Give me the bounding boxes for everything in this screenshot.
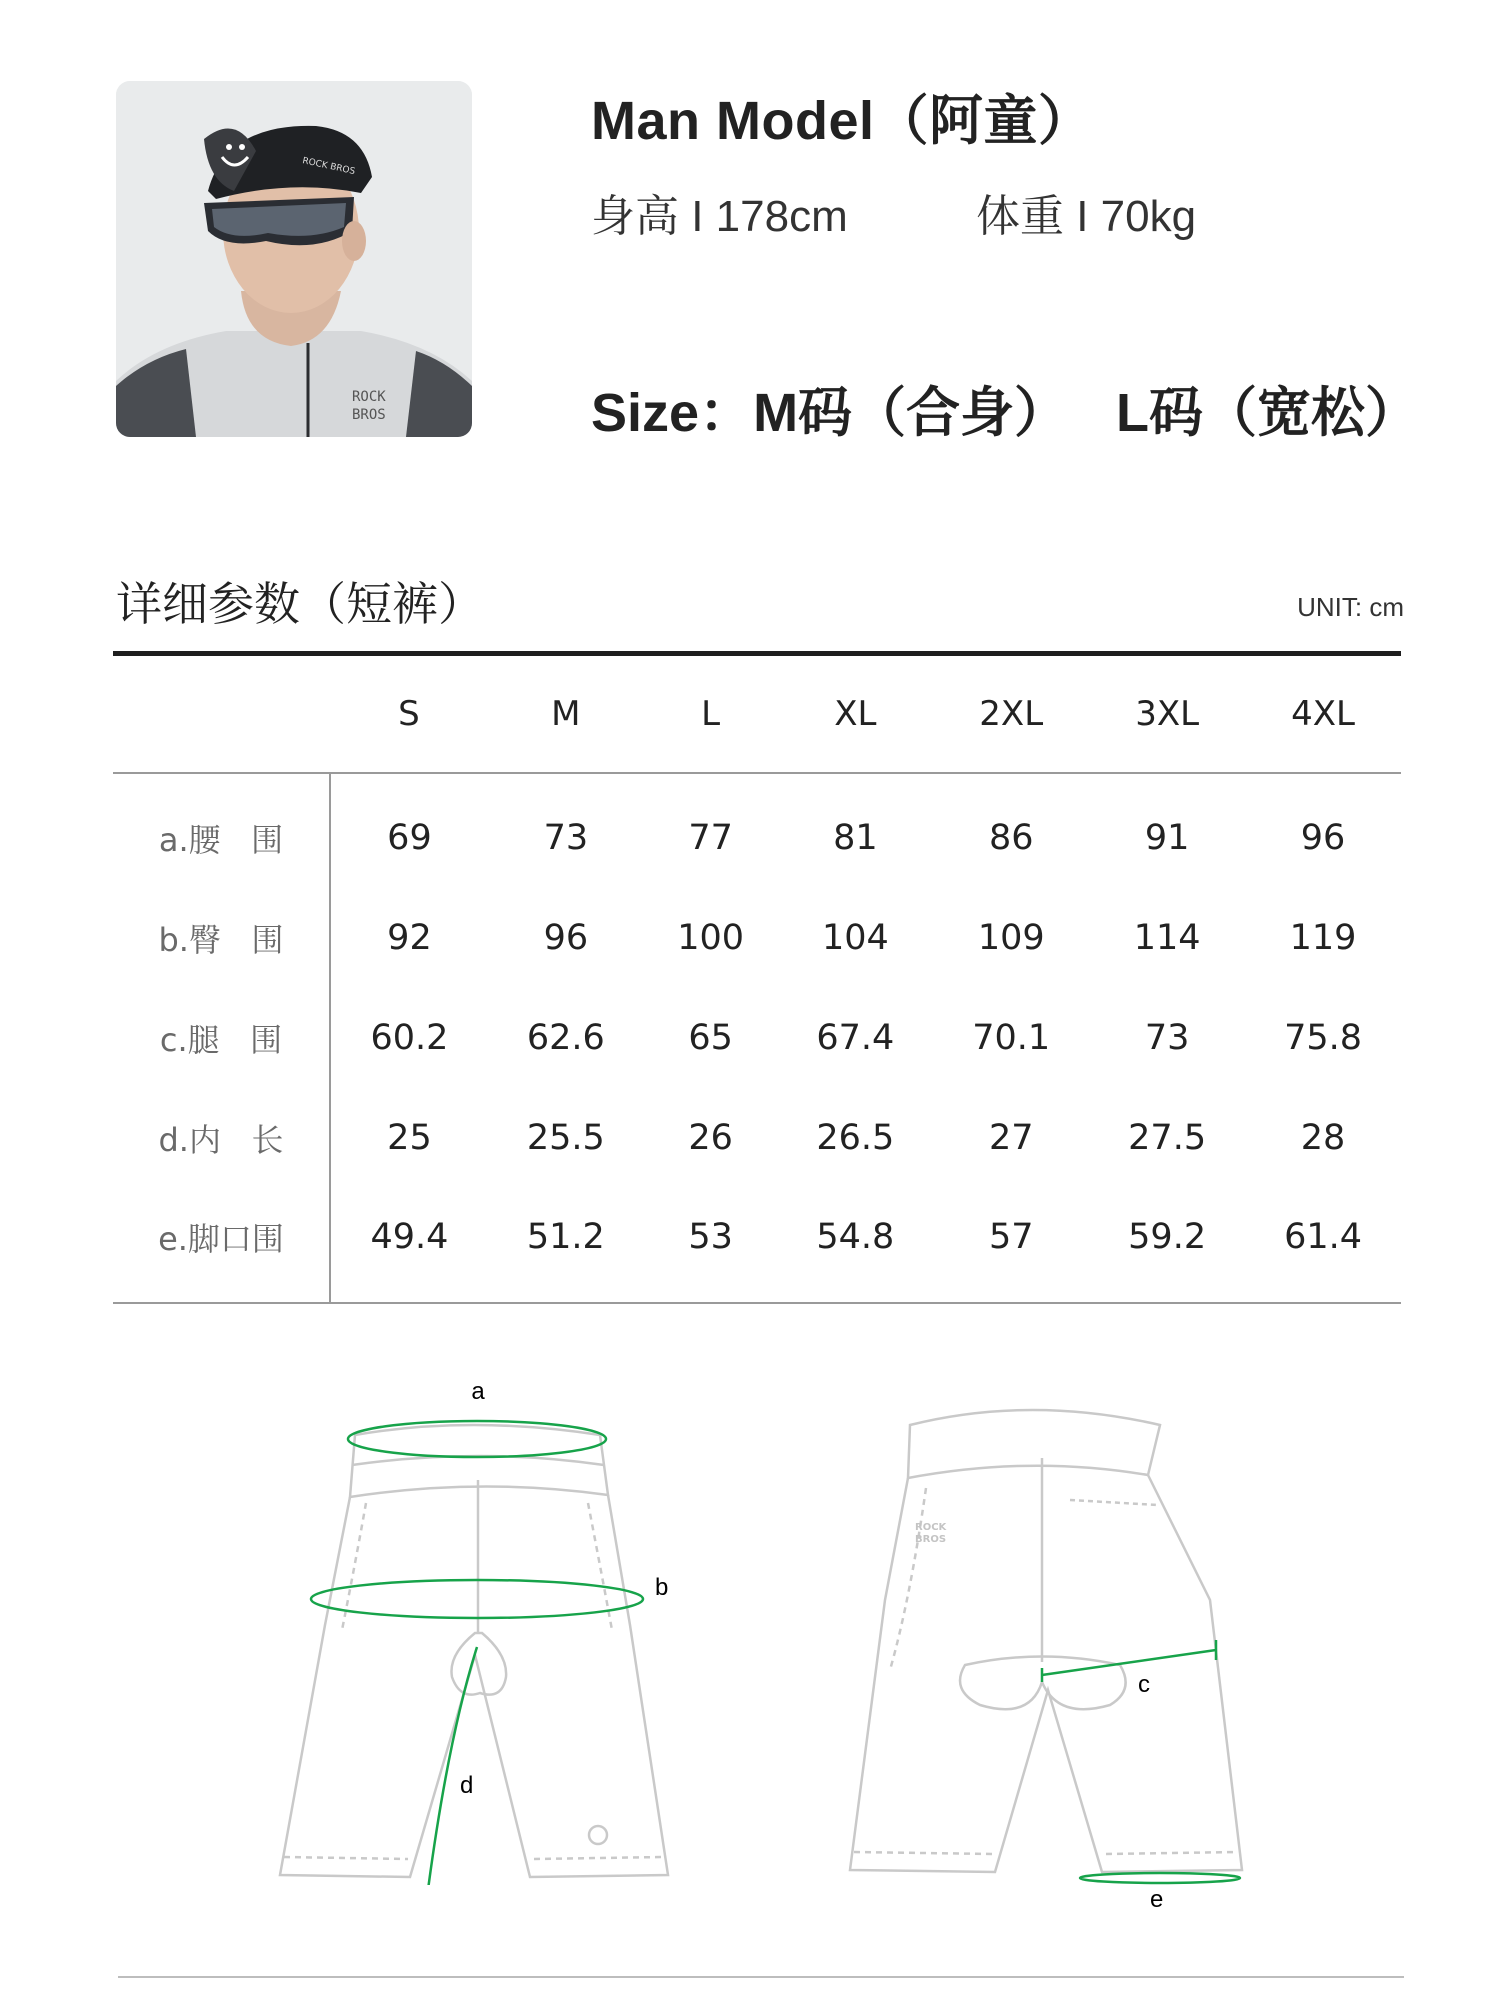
unit-label: UNIT: cm [1297,592,1404,622]
table-cell: 49.4 [330,1188,488,1303]
table-row-hip [113,888,1401,988]
bottom-divider [118,1976,1404,1978]
table-cell: 25 [387,1118,432,1158]
row-label: a.腰 围 [113,773,330,888]
table-cell: 92 [387,918,432,958]
table-cell: 26 [688,1118,733,1158]
table-cell: 61.4 [1245,1188,1401,1303]
table-cell: 104 [821,918,889,958]
label-b: b [655,1574,669,1601]
back-shorts-diagram [830,1400,1270,1910]
model-size-line [591,370,1419,447]
table-cell: 65 [688,1018,733,1058]
size-header: 3XL [1089,656,1245,773]
row-label: b.臀 围 [113,888,330,988]
table-cell: 81 [833,818,878,858]
cap-logo-text: ROCK BROS [301,156,356,178]
jersey-logo-text: ROCK [352,389,386,405]
table-cell: 114 [1133,918,1201,958]
front-shorts-diagram [270,1365,690,1885]
row-label: e.脚口围 [113,1188,330,1303]
table-cell: 73 [543,818,589,858]
table-row-inseam [113,1088,1401,1188]
table-cell: 109 [977,918,1045,958]
table-cell: 62.6 [526,1018,605,1058]
size-header: 4XL [1245,656,1401,773]
table-cell: 73 [1144,1018,1190,1058]
size-m: M码（合身） [753,383,1069,443]
table-cell: 28 [1300,1118,1346,1158]
size-l: L码（宽松） [1116,383,1420,443]
size-header: L [644,656,778,773]
size-header: M [488,656,644,773]
table-cell: 96 [543,918,589,958]
back-logo-line2: BROS [915,1534,947,1545]
model-height: 身高 I 178cm [591,192,848,241]
table-cell: 25.5 [526,1118,605,1158]
table-cell: 27 [988,1118,1034,1158]
params-title: 详细参数（短裤） [116,578,484,630]
table-cell: 57 [933,1188,1089,1303]
label-d: d [460,1772,474,1799]
label-c: c [1138,1671,1150,1698]
front-shorts-outline [280,1495,668,1877]
model-illustration [116,81,472,437]
table-cell: 60.2 [370,1018,449,1058]
model-weight: 体重 I 70kg [976,192,1197,241]
table-cell: 86 [988,818,1034,858]
table-row-leg-opening [113,1188,1401,1303]
table-cell: 100 [677,918,744,958]
table-cell: 91 [1144,818,1190,858]
waist-measure [348,1421,606,1457]
thigh-measure [1042,1650,1216,1675]
table-cell: 70.1 [972,1018,1051,1058]
model-photo [116,81,472,437]
header-corner [113,656,330,773]
table-cell: 51.2 [488,1188,644,1303]
table-row-thigh [113,988,1401,1088]
table-cell: 96 [1300,818,1346,858]
size-header: XL [777,656,933,773]
table-cell: 26.5 [816,1118,895,1158]
size-header: S [330,656,488,773]
label-e: e [1150,1886,1164,1910]
back-waistband [908,1410,1160,1478]
row-label: c.腿 围 [113,988,330,1088]
table-cell: 53 [644,1188,778,1303]
size-label: Size： [591,383,754,443]
table-cell: 69 [387,818,432,858]
table-cell: 54.8 [777,1188,933,1303]
size-header-row [113,656,1401,773]
table-cell: 59.2 [1089,1188,1245,1303]
label-a: a [471,1378,485,1405]
table-cell: 77 [688,818,733,858]
back-logo-line1: ROCK [915,1522,947,1533]
table-cell: 119 [1289,918,1357,958]
model-title: Man Model（阿童） [591,91,1093,151]
table-cell: 75.8 [1284,1018,1362,1058]
table-cell: 67.4 [816,1018,895,1058]
inseam-measure [425,1647,477,1885]
size-table [113,656,1401,1304]
size-header: 2XL [933,656,1089,773]
leg-opening-measure [1080,1873,1240,1883]
row-label: d.内 长 [113,1088,330,1188]
table-cell: 27.5 [1128,1118,1207,1158]
jersey-logo-text-2: BROS [352,407,386,423]
table-row-waist [113,773,1401,888]
